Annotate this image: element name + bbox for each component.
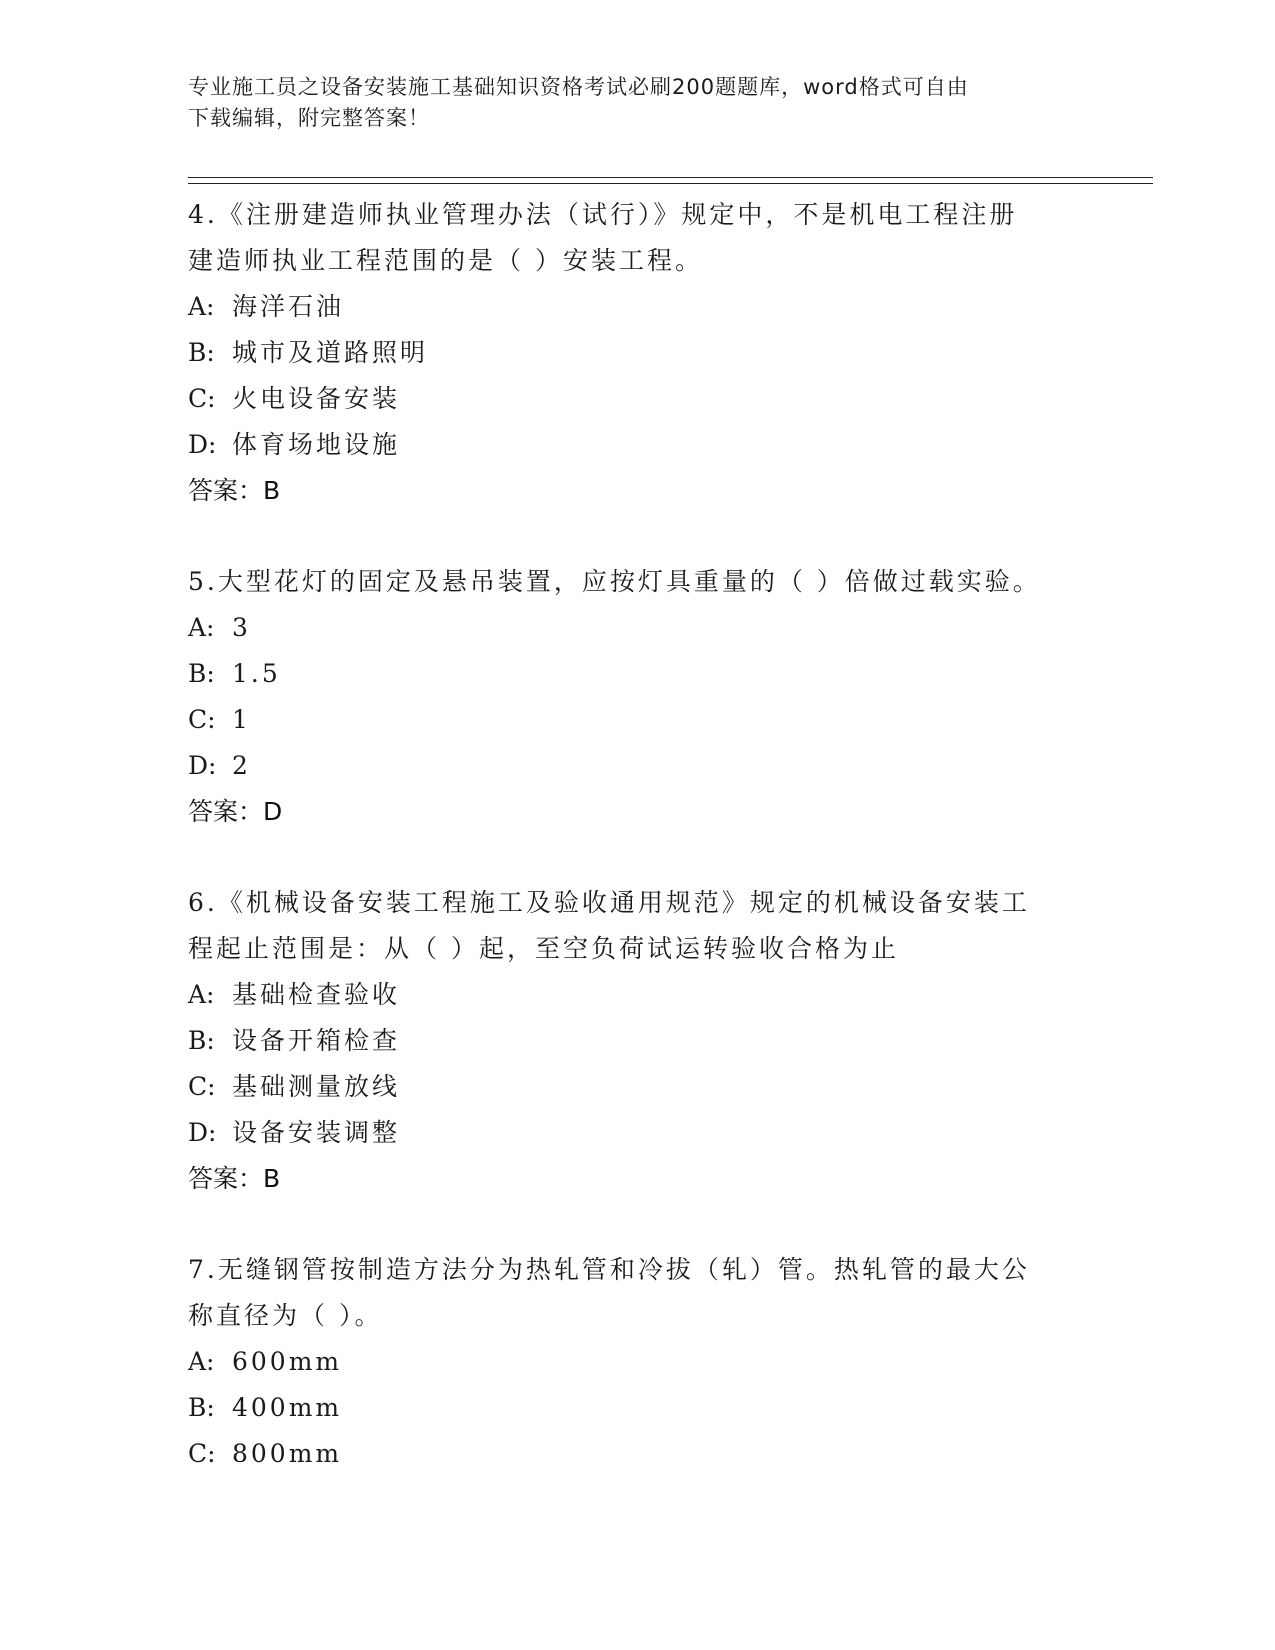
option-text: 城市及道路照明 (232, 338, 429, 367)
header-line-1: 专业施工员之设备安装施工基础知识资格考试必刷200题题库，word格式可自由 (188, 75, 969, 99)
option-key: A: (188, 1347, 215, 1376)
question-stem-line: 5.大型花灯的固定及悬吊装置，应按灯具重量的（ ）倍做过载实验。 (188, 567, 1041, 596)
answer-option (188, 284, 1088, 330)
option-key: B: (188, 1393, 215, 1422)
option-key: B: (188, 1026, 215, 1055)
question-stem (188, 192, 1088, 284)
option-text: 体育场地设施 (232, 430, 401, 459)
option-key: D: (188, 751, 217, 780)
option-text: 火电设备安装 (232, 384, 401, 413)
answer-option (188, 1385, 1088, 1431)
answer-option (188, 651, 1088, 697)
option-text: 400mm (232, 1393, 343, 1422)
answer-option (188, 376, 1088, 422)
question-block (188, 1247, 1088, 1477)
question-stem-line: 程起止范围是：从（ ）起，至空负荷试运转验收合格为止 (188, 934, 899, 963)
answer-key: 答案：B (188, 1164, 281, 1193)
option-text: 设备开箱检查 (232, 1026, 401, 1055)
option-text: 海洋石油 (232, 292, 345, 321)
question-stem-line: 建造师执业工程范围的是（ ）安装工程。 (188, 246, 703, 275)
answer-option (188, 972, 1088, 1018)
question-stem-line: 6.《机械设备安装工程施工及验收通用规范》规定的机械设备安装工 (188, 888, 1030, 917)
answer-option (188, 605, 1088, 651)
option-key: D: (188, 430, 217, 459)
option-text: 设备安装调整 (232, 1118, 401, 1147)
option-key: D: (188, 1118, 217, 1147)
option-key: C: (188, 384, 216, 413)
answer-option (188, 330, 1088, 376)
answer-key: 答案：B (188, 476, 281, 505)
option-key: A: (188, 613, 215, 642)
answer-option (188, 1064, 1088, 1110)
question-stem-line: 4.《注册建造师执业管理办法（试行）》规定中，不是机电工程注册 (188, 200, 1018, 229)
question-stem (188, 1247, 1088, 1339)
option-text: 基础测量放线 (232, 1072, 401, 1101)
option-text: 600mm (232, 1347, 343, 1376)
answer-key: 答案：D (188, 797, 283, 826)
option-text: 1 (232, 705, 251, 734)
option-text: 1.5 (232, 659, 281, 688)
question-stem-line: 7.无缝钢管按制造方法分为热轧管和冷拔（轧）管。热轧管的最大公 (188, 1255, 1030, 1284)
question-block (188, 192, 1088, 514)
question-list (188, 192, 1088, 1522)
option-key: B: (188, 659, 215, 688)
question-stem (188, 880, 1088, 972)
header-line-2: 下载编辑，附完整答案！ (188, 106, 430, 130)
answer-option (188, 1431, 1088, 1477)
question-stem (188, 559, 1088, 605)
option-text: 基础检查验收 (232, 980, 401, 1009)
question-block (188, 559, 1088, 835)
option-text: 3 (232, 613, 251, 642)
question-block (188, 880, 1088, 1202)
option-key: C: (188, 1439, 216, 1468)
header-divider-bottom (188, 183, 1153, 184)
option-key: A: (188, 980, 215, 1009)
document-header (188, 72, 1068, 134)
answer-option (188, 1339, 1088, 1385)
answer-option (188, 1018, 1088, 1064)
header-divider-top (188, 177, 1153, 178)
option-text: 2 (232, 751, 251, 780)
option-text: 800mm (232, 1439, 343, 1468)
answer-option (188, 697, 1088, 743)
option-key: C: (188, 705, 216, 734)
question-stem-line: 称直径为（ ）。 (188, 1301, 383, 1330)
answer-option (188, 422, 1088, 468)
option-key: B: (188, 338, 215, 367)
option-key: C: (188, 1072, 216, 1101)
answer-option (188, 743, 1088, 789)
option-key: A: (188, 292, 215, 321)
answer-option (188, 1110, 1088, 1156)
